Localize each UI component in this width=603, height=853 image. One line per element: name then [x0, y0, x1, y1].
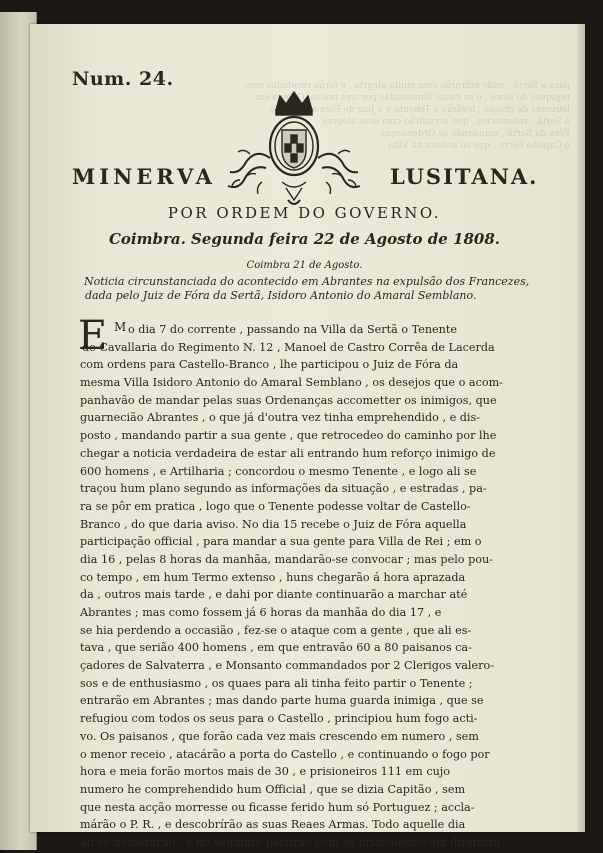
article-line: ali se demorárão , e no seguinte partirão com os prisioneiros em direitura — [80, 835, 501, 849]
article-line: traçou hum plano segundo as informações da situação , e estradas , pa- — [80, 482, 487, 496]
article-line: guarnecião Abrantes , o que já d'outra vez tinha emprehendido , e dis- — [80, 411, 481, 425]
headline-line: dada pelo Juiz de Fóra da Sertã, Isidoro Antonio do Amaral Semblano. — [85, 289, 477, 302]
article-dateline: Coimbra 21 de Agosto. — [246, 260, 363, 271]
article-line: com ordens para Castello-Branco , lhe participou o Juiz de Fóra da — [80, 358, 459, 372]
article-line: da , outros mais tarde , e dahi por diante continuarão a marchar até — [80, 588, 468, 602]
drop-cap-continuation: M — [114, 320, 127, 334]
masthead-title-left: MINERVA — [72, 164, 216, 189]
article-line: chegar a noticia verdadeira de estar ali entrando hum reforço inimigo de — [80, 446, 496, 460]
article-line: participação official , para mandar a sua gente para Villa de Rei ; em o — [80, 535, 482, 549]
article-line: hora e meia forão mortos mais de 30 , e prisioneiros 111 em cujo — [80, 765, 451, 779]
article-line: co tempo , em hum Termo extenso , huns chegarão á hora aprazada — [80, 570, 466, 584]
article-line: o menor receio , atacárão a porta do Castello , e continuando o fogo por — [80, 747, 490, 761]
article-line: o dia 7 do corrente , passando na Villa da Sertã o Tenente — [128, 323, 458, 336]
article-headline — [84, 275, 572, 303]
article-line: çadores de Salvaterra , e Monsanto commandados por 2 Clerigos valero- — [80, 659, 494, 673]
article-body — [80, 321, 570, 852]
article-line: refugiou com todos os seus para o Castello , principiou hum fogo acti- — [80, 712, 478, 726]
article-line: posto , mandando partir a sua gente , que retrocedeo do caminho por lhe — [80, 429, 497, 443]
article-line: que nesta acção morresse ou ficasse ferido hum só Portuguez ; accla- — [80, 800, 475, 814]
article-line: márão o P. R. , e descobrírão as suas Reaes Armas. Todo aquelle dia — [80, 818, 466, 832]
article-line: mesma Villa Isidoro Antonio do Amaral Semblano , os desejos que o acom- — [80, 376, 503, 390]
article-line: de Cavallaria do Regimento N. 12 , Manoel de Castro Corrêa de Lacerda — [82, 340, 495, 354]
article-line: Abrantes ; mas como fossem já 6 horas da manhãa do dia 17 , e — [80, 606, 442, 619]
article-line: Branco , do que daria aviso. No dia 15 recebe o Juiz de Fóra aquella — [80, 517, 467, 531]
article-line: ra se pôr em pratica , logo que o Tenente podesse voltar de Castello- — [80, 499, 471, 513]
article-line: panhavão de mandar pelas suas Ordenanças accometter os inimigos, que — [80, 393, 497, 407]
drop-cap: E — [78, 313, 108, 359]
article-line: vo. Os paisanos , que forão cada vez mais crescendo em numero , sem — [80, 729, 479, 743]
article-line: sos e de enthusiasmo , os quaes para ali tinha feito partir o Tenente ; — [80, 676, 473, 690]
newspaper-page — [30, 24, 579, 849]
article-line: entrarão em Abrantes ; mas dando parte huma guarda inimiga , que se — [80, 694, 484, 708]
show-through-text: para a Sertã , onde entrarão com muita alegria , e forão recebidos com repiques de sinos , e as casas illuminadas por tres noites. O Povo em louvores de graças , levárão o Tenente e o Juiz de Fóra em triunfo á Sertã , voluntarios , que accudirão com seus alegres Fóra da Sertã , mandando as Ordenanças o Capitão Ferre , que se achava na Villa — [244, 81, 570, 151]
issue-number: Num. 24. — [72, 68, 174, 90]
masthead-subtitle: POR ORDEM DO GOVERNO. — [167, 204, 442, 222]
article-line: 600 homens , e Artilharia ; concordou o mesmo Tenente , e logo ali se — [80, 464, 477, 478]
article-line: dia 16 , pelas 8 horas da manhãa, mandarão-se convocar ; mas pelo pou- — [80, 552, 493, 566]
masthead-title-right: LUSITANA. — [390, 164, 539, 189]
headline-line: Noticia circunstanciada do acontecido em Abrantes na expulsão dos Francezes, — [84, 275, 530, 288]
article-line: tava , que serião 400 homens , em que entravão 60 a 80 paisanos ca- — [80, 641, 472, 655]
article-line: se hia perdendo a occasião , fez-se o ataque com a gente , que ali es- — [80, 623, 472, 637]
royal-arms-emblem — [226, 88, 362, 212]
issue-date: Coimbra. Segunda feira 22 de Agosto de 1808. — [108, 230, 501, 248]
article-line: numero he comprehendido hum Official , que se dizia Capitão , sem — [80, 782, 466, 796]
